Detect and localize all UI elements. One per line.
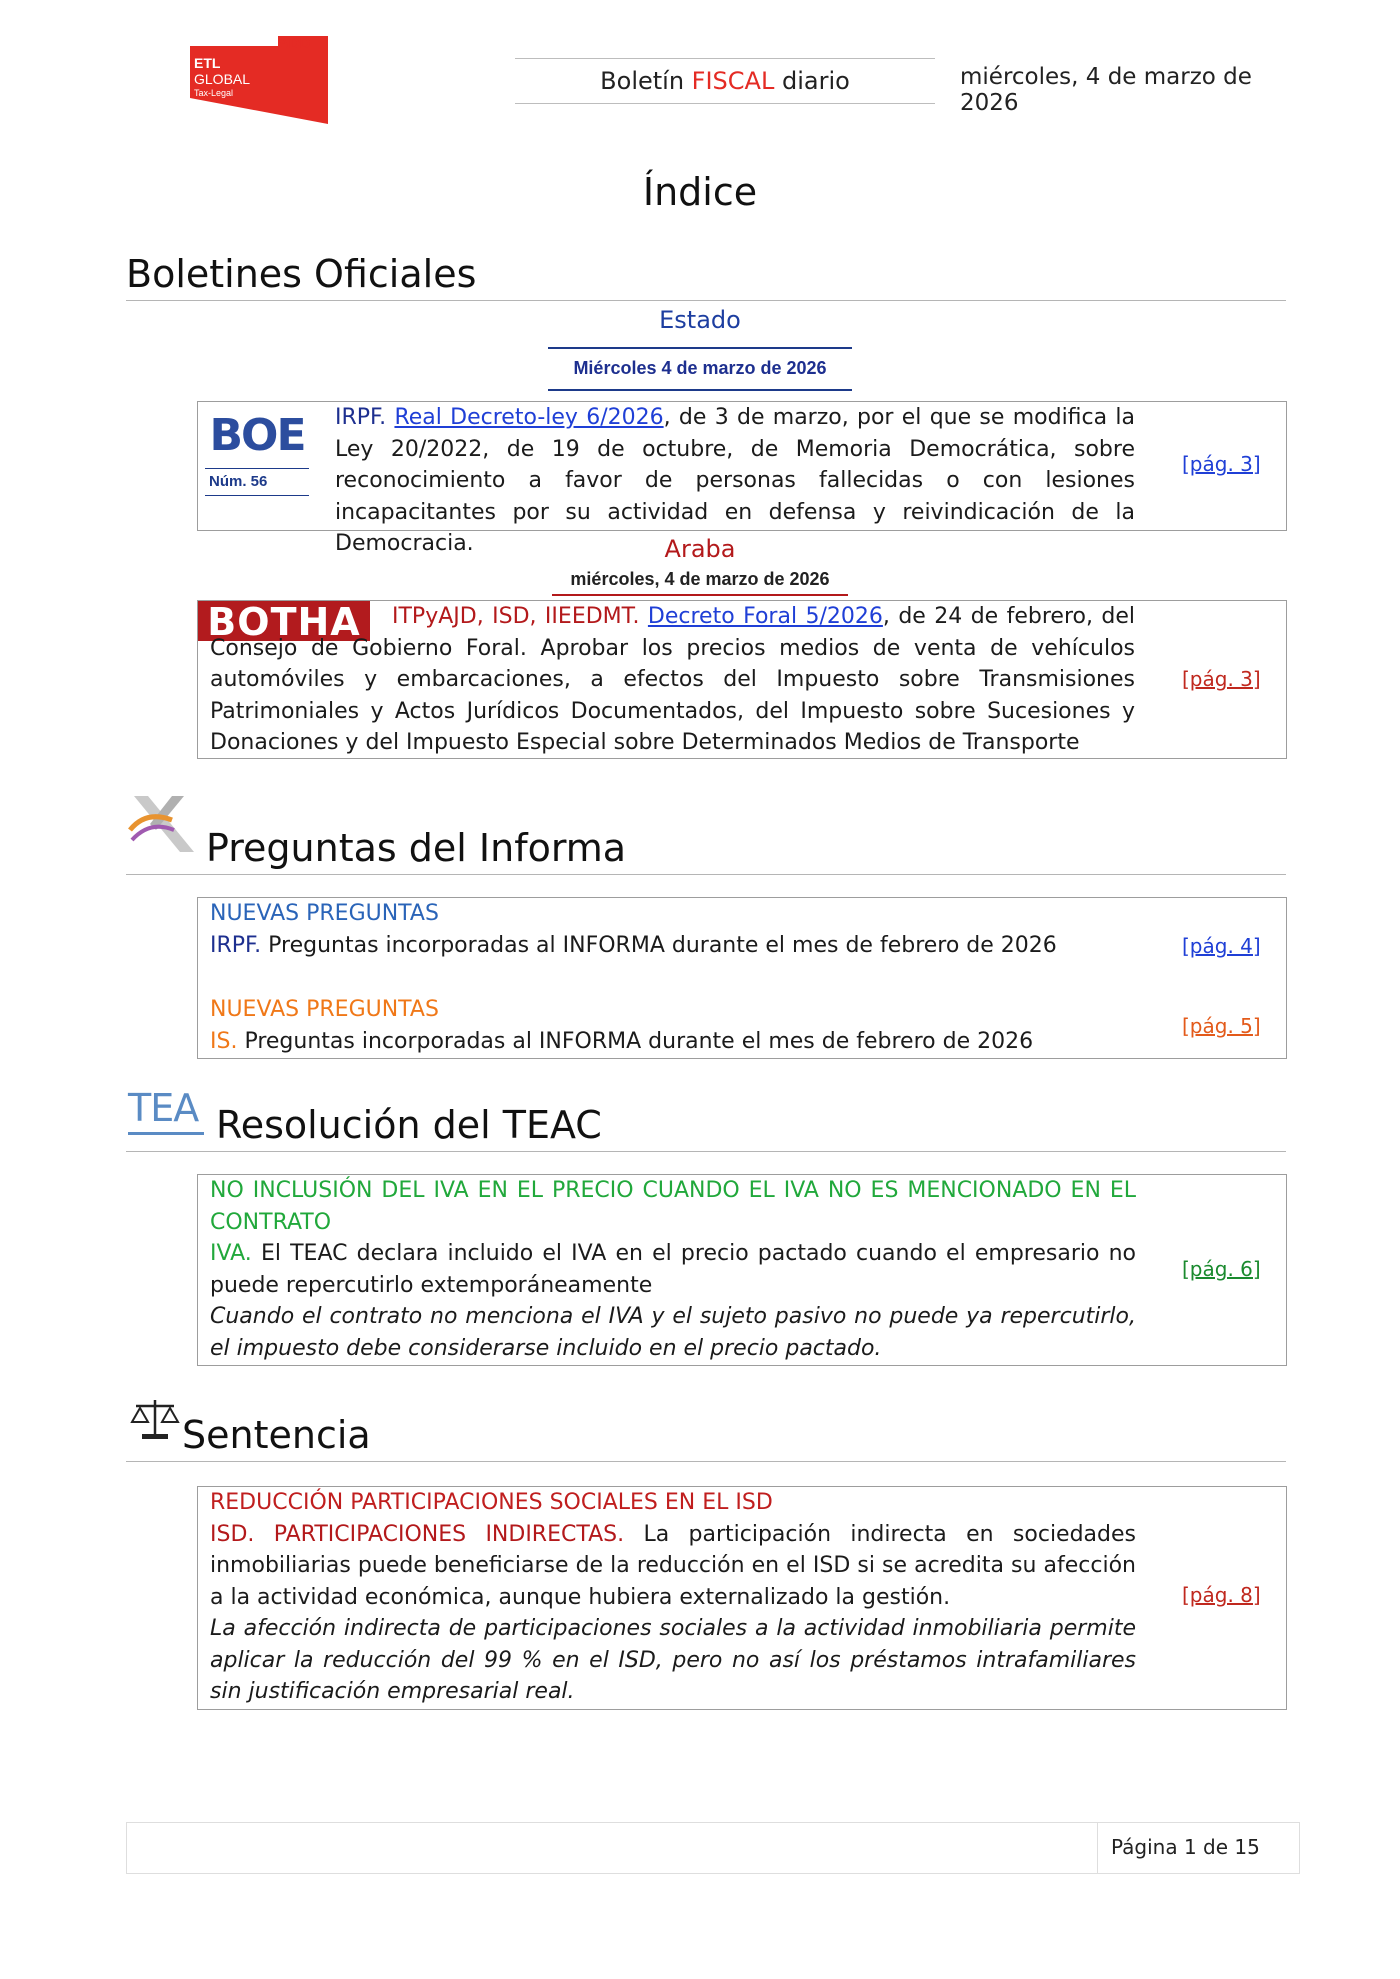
informa-item-1 [210,898,1110,961]
svg-text:ETL: ETL [194,55,221,71]
entry-tag: ITPyAJD, ISD, IIEEDMT. [392,604,640,629]
teac-summary: Cuando el contrato no menciona el IVA y el sujeto pasivo no puede ya repercutirlo, el impuesto debe considerarse incluido en el precio pactado. [210,1304,1136,1361]
teac-tag: IVA. [210,1241,252,1266]
informa-tag-irpf: IRPF. [210,932,262,958]
teac-text: El TEAC declara incluido el IVA en el precio pactado cuando el empresario no puede repercutirlo extemporáneamente [210,1241,1136,1298]
sentencia-tag: ISD. PARTICIPACIONES INDIRECTAS. [210,1521,625,1547]
title-suffix: diario [774,67,850,95]
section-title-sentencia: Sentencia [126,1413,1286,1462]
header-date: miércoles, 4 de marzo de 2026 [960,64,1252,116]
informa-text: Preguntas incorporadas al INFORMA durante el mes de febrero de 2026 [237,1028,1034,1054]
informa-item-2 [210,994,1110,1057]
page-link-boe[interactable]: [pág. 3] [1182,452,1261,476]
svg-text:ADD: ADD [278,36,311,52]
decreto-link[interactable]: Real Decreto-ley 6/2026 [394,405,664,430]
boe-badge [205,410,309,498]
informa-heading: NUEVAS PREGUNTAS [210,997,439,1022]
section-title-informa: Preguntas del Informa [126,826,1286,875]
boe-logo-icon: BOE [209,409,305,461]
page-link-botha[interactable]: [pág. 3] [1182,667,1261,691]
teac-card [197,1174,1287,1366]
sentencia-card [197,1486,1287,1710]
informa-tag-is: IS. [210,1028,238,1054]
newsletter-title [515,58,935,104]
botha-entry-text [210,601,1135,759]
svg-text:Tax-Legal: Tax-Legal [194,88,234,98]
botha-logo-icon: BOTHA [198,601,370,641]
page-link-sentencia[interactable]: [pág. 8] [1182,1583,1261,1607]
title-fiscal: FISCAL [691,67,775,95]
entry-description: , de 24 de febrero, del Consejo de Gobierno Foral. Aprobar los precios medios de venta de vehículos automóviles y embarcaciones, a efectos del Impuesto sobre Transmisiones Patrimoniales y Actos Jurídicos Documentados, del Impuesto sobre Sucesiones y Donaciones y del Impuesto Especial sobre Determinados Medios de Transporte [210,604,1136,755]
section-title-boletines: Boletines Oficiales [126,252,1286,301]
sentencia-summary: La afección indirecta de participaciones sociales a la actividad inmobiliaria permite aplicar la reducción del 99 % en el ISD, pero no así los préstamos intrafamiliares sin justificación empresarial real. [210,1616,1136,1704]
title-prefix: Boletín [600,67,692,95]
page-link-informa-is[interactable]: [pág. 5] [1182,1014,1261,1038]
footer-divider [1097,1823,1098,1873]
boe-number: Núm. 56 [205,468,309,496]
botha-entry-card [197,600,1287,759]
informa-text: Preguntas incorporadas al INFORMA durante el mes de febrero de 2026 [261,932,1057,958]
region-estado: Estado [659,306,741,334]
svg-text:GLOBAL: GLOBAL [194,71,251,87]
sentencia-heading: REDUCCIÓN PARTICIPACIONES SOCIALES EN EL ISD [210,1490,773,1515]
index-title: Índice [642,170,758,214]
teac-entry [210,1175,1136,1364]
informa-heading: NUEVAS PREGUNTAS [210,901,439,926]
page-number: Página 1 de 15 [1111,1835,1260,1859]
etl-global-logo [190,36,330,124]
page-link-informa-irpf[interactable]: [pág. 4] [1182,934,1261,958]
decreto-foral-link[interactable]: Decreto Foral 5/2026 [647,604,883,629]
teac-logo-icon: TEA [128,1086,204,1135]
entry-tag: IRPF. [335,405,387,430]
page-link-teac[interactable]: [pág. 6] [1182,1257,1261,1281]
teac-heading: NO INCLUSIÓN DEL IVA EN EL PRECIO CUANDO EL IVA NO ES MENCIONADO EN EL CONTRATO [210,1178,1136,1235]
araba-day-badge: miércoles, 4 de marzo de 2026 [552,564,848,596]
footer [126,1822,1300,1874]
section-title-teac: Resolución del TEAC [126,1103,1286,1152]
region-araba: Araba [664,535,736,563]
estado-day-badge: Miércoles 4 de marzo de 2026 [548,347,852,391]
sentencia-entry [210,1487,1136,1708]
entry-description: , de 3 de marzo, por el que se modifica la Ley 20/2022, de 19 de octubre, de Memoria Democrática, sobre reconocimiento a favor de personas fallecidas o con lesiones incapacitantes por su actividad en defensa y reivindicación de la Democracia. [335,405,1136,556]
informa-card [197,897,1287,1059]
sentencia-text: La participación indirecta en sociedades inmobiliarias puede beneficiarse de la reducción en el ISD si se acredita su afección a la actividad económica, aunque hubiera externalizado la gestión. [210,1521,1137,1610]
